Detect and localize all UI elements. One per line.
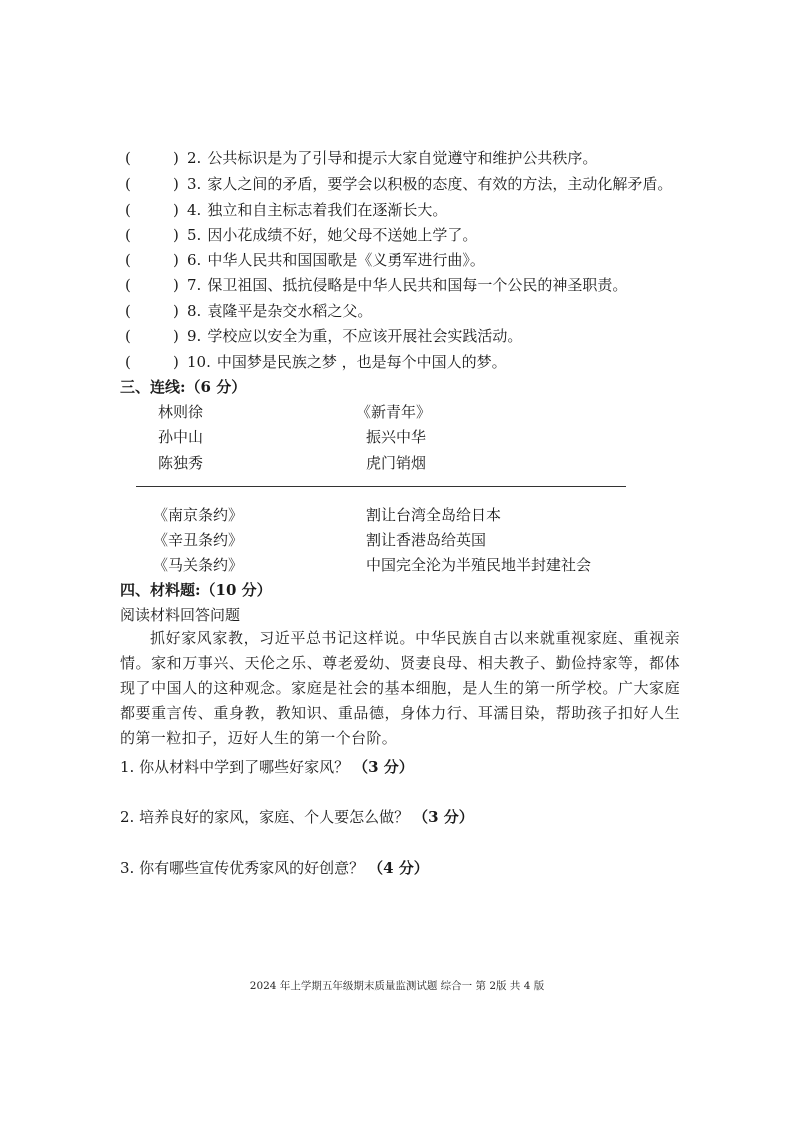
match-right-item: 割让台湾全岛给日本 — [366, 506, 502, 524]
reading-passage — [120, 626, 680, 751]
tf-item-text: 学校应以安全为重，不应该开展社会实践活动。 — [207, 327, 523, 345]
question — [120, 805, 474, 829]
match-left-item: 《南京条约》 — [153, 506, 244, 524]
match-right-item: 《新青年》 — [356, 403, 432, 421]
question-text: 1. 你从材料中学到了哪些好家风？ — [120, 758, 350, 776]
page-footer: 2024 年上学期五年级期末质量监测试题 综合一 第 2版 共 4 版 — [249, 980, 545, 992]
question-points: （3 分） — [413, 808, 474, 826]
tf-item: ( ) 5. 因小花成绩不好，她父母不送她上学了。 — [125, 226, 478, 244]
question-points: （4 分） — [368, 859, 429, 877]
tf-item-text: 中国梦是民族之梦 ，也是每个中国人的梦。 — [216, 353, 507, 371]
match-right-item: 虎门销烟 — [366, 454, 427, 472]
match-left-item: 孙中山 — [158, 428, 204, 446]
section-4-title: 四、材料题:（10 分） — [120, 581, 272, 599]
tf-item-text: 因小花成绩不好，她父母不送她上学了。 — [207, 226, 478, 244]
tf-item-text: 独立和自主标志着我们在逐渐长大。 — [207, 201, 448, 219]
tf-item: ( ) 8. 袁隆平是杂交水稻之父。 — [125, 302, 373, 320]
tf-item-text: 中华人民共和国国歌是《义勇军进行曲》。 — [207, 251, 485, 269]
match-right-item: 中国完全沦为半殖民地半封建社会 — [366, 556, 592, 574]
question — [120, 755, 414, 779]
match-left-item: 陈独秀 — [158, 454, 204, 472]
tf-item-text: 保卫祖国、抵抗侵略是中华人民共和国每一个公民的神圣职责。 — [207, 276, 628, 294]
section-3-title: 三、连线:（6 分） — [120, 378, 247, 396]
section-4-instruction: 阅读材料回答问题 — [120, 606, 241, 624]
passage-text: 抓好家风家教，习近平总书记这样说。中华民族自古以来就重视家庭、重视亲情。家和万事兴、天伦之乐、尊老爱幼、贤妻良母、相夫教子、勤俭持家等，都体现了中国人的这种观念。家庭是社会的基本细胞，是人生的第一所学校。广大家庭都要重言传、重身教，教知识、重品德，身体力行、耳濡目染，帮助孩子扣好人生的第一粒扣子，迈好人生的第一个台阶。 — [120, 629, 680, 747]
question-text: 2. 培养良好的家风，家庭、个人要怎么做？ — [120, 808, 410, 826]
tf-item-text: 公共标识是为了引导和提示大家自觉遵守和维护公共秩序。 — [207, 149, 598, 167]
tf-item: ( ) 2. 公共标识是为了引导和提示大家自觉遵守和维护公共秩序。 — [125, 149, 598, 167]
question-points: （3 分） — [353, 758, 414, 776]
tf-item: ( ) 9. 学校应以安全为重，不应该开展社会实践活动。 — [125, 327, 523, 345]
tf-item-text: 袁隆平是杂交水稻之父。 — [207, 302, 373, 320]
tf-item: ( ) 7. 保卫祖国、抵抗侵略是中华人民共和国每一个公民的神圣职责。 — [125, 276, 628, 294]
question-text: 3. 你有哪些宣传优秀家风的好创意？ — [120, 859, 365, 877]
match-left-item: 林则徐 — [158, 403, 204, 421]
match-left-item: 《辛丑条约》 — [153, 531, 244, 549]
match-right-item: 割让香港岛给英国 — [366, 531, 487, 549]
match-right-item: 振兴中华 — [366, 428, 427, 446]
tf-item: ( ) 10. 中国梦是民族之梦 ，也是每个中国人的梦。 — [125, 353, 507, 371]
tf-item: ( ) 6. 中华人民共和国国歌是《义勇军进行曲》。 — [125, 251, 485, 269]
tf-item-text: 家人之间的矛盾，要学会以积极的态度、有效的方法，主动化解矛盾。 — [207, 175, 673, 193]
match-left-item: 《马关条约》 — [153, 556, 244, 574]
tf-item: ( ) 4. 独立和自主标志着我们在逐渐长大。 — [125, 201, 448, 219]
tf-item: ( ) 3. 家人之间的矛盾，要学会以积极的态度、有效的方法，主动化解矛盾。 — [125, 175, 673, 193]
divider — [136, 486, 626, 487]
question — [120, 856, 429, 880]
